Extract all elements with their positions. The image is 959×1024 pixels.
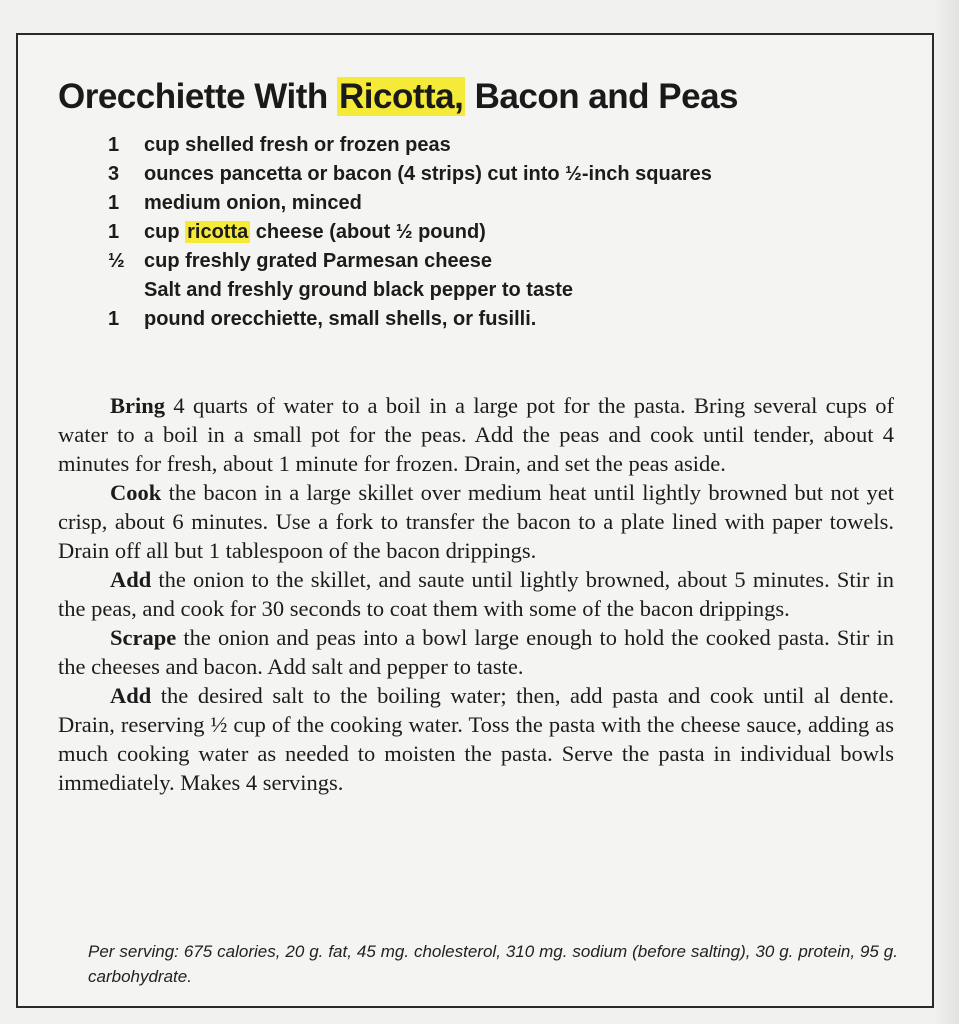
ingredient-list (108, 131, 848, 334)
ingredient-quantity: 3 (108, 163, 120, 185)
direction-text: the desired salt to the boiling water; then, add pasta and cook until al dente. Drain, reserving ½ cup of the cooking water. Toss the pasta with the cheese sauce, adding as much cooking water as needed to moisten the pasta. Serve the pasta in individual bowls immediately. Makes 4 servings. (58, 683, 894, 795)
ingredient-text (144, 218, 848, 247)
ingredient-item (108, 131, 848, 160)
direction-paragraph (58, 565, 894, 623)
ingredient-text: cup shelled fresh or frozen peas (144, 134, 451, 156)
ingredient-quantity: 1 (108, 134, 120, 156)
ingredient-text-start: cup (144, 221, 186, 243)
direction-lead-word: Cook (110, 480, 162, 505)
direction-text: the onion and peas into a bowl large enough to hold the cooked pasta. Stir in the cheeses and bacon. Add salt and pepper to taste. (58, 625, 894, 679)
title-text-end: Bacon and Peas (465, 77, 738, 116)
ingredient-text: cup freshly grated Parmesan cheese (144, 250, 492, 272)
recipe-directions (58, 391, 894, 797)
ingredient-item (108, 160, 848, 189)
ingredient-quantity: 1 (108, 192, 120, 214)
recipe-title (58, 74, 738, 120)
title-text-start: Orecchiette With (58, 77, 338, 116)
ingredient-item (108, 247, 848, 276)
ingredient-quantity: 1 (108, 221, 120, 243)
ingredient-quantity: ½ (108, 250, 125, 272)
direction-text: 4 quarts of water to a boil in a large pot for the pasta. Bring several cups of water to a boil in a small pot for the peas. Add the peas and cook until tender, about 4 minutes for fresh, about 1 minute for frozen. Drain, and set the peas aside. (58, 393, 894, 476)
direction-paragraph (58, 391, 894, 478)
direction-paragraph (58, 681, 894, 797)
direction-lead-word: Add (110, 683, 152, 708)
direction-paragraph (58, 623, 894, 681)
page-edge-shadow (934, 0, 959, 1024)
direction-lead-word: Bring (110, 393, 166, 418)
direction-lead-word: Scrape (110, 625, 177, 650)
ingredient-quantity: 1 (108, 308, 120, 330)
ingredient-item (108, 305, 848, 334)
direction-text: the bacon in a large skillet over medium heat until lightly browned but not yet crisp, about 6 minutes. Use a fork to transfer the bacon to a plate lined with paper towels. Drain off all but 1 tablespoon of the bacon drippings. (58, 480, 894, 563)
ingredient-item (108, 276, 848, 305)
ingredient-text: ounces pancetta or bacon (4 strips) cut into ½-inch squares (144, 163, 712, 185)
direction-lead-word: Add (110, 567, 152, 592)
direction-paragraph (58, 478, 894, 565)
ingredient-text: Salt and freshly ground black pepper to taste (144, 279, 573, 301)
ingredient-highlighted-word: ricotta (187, 221, 249, 243)
ingredient-quantity (108, 276, 144, 305)
ingredient-item (108, 218, 848, 247)
direction-text: the onion to the skillet, and saute until lightly browned, about 5 minutes. Stir in the peas, and cook for 30 seconds to coat them with some of the bacon drippings. (58, 567, 894, 621)
title-highlighted-word: Ricotta, (339, 77, 464, 116)
ingredient-item (108, 189, 848, 218)
nutrition-info: Per serving: 675 calories, 20 g. fat, 45 mg. cholesterol, 310 mg. sodium (before salting), 30 g. protein, 95 g. carbohydrate. (88, 942, 898, 986)
ingredient-text-end: cheese (about ½ pound) (250, 221, 486, 243)
ingredient-text: medium onion, minced (144, 192, 362, 214)
ingredient-text: pound orecchiette, small shells, or fusilli. (144, 308, 537, 330)
